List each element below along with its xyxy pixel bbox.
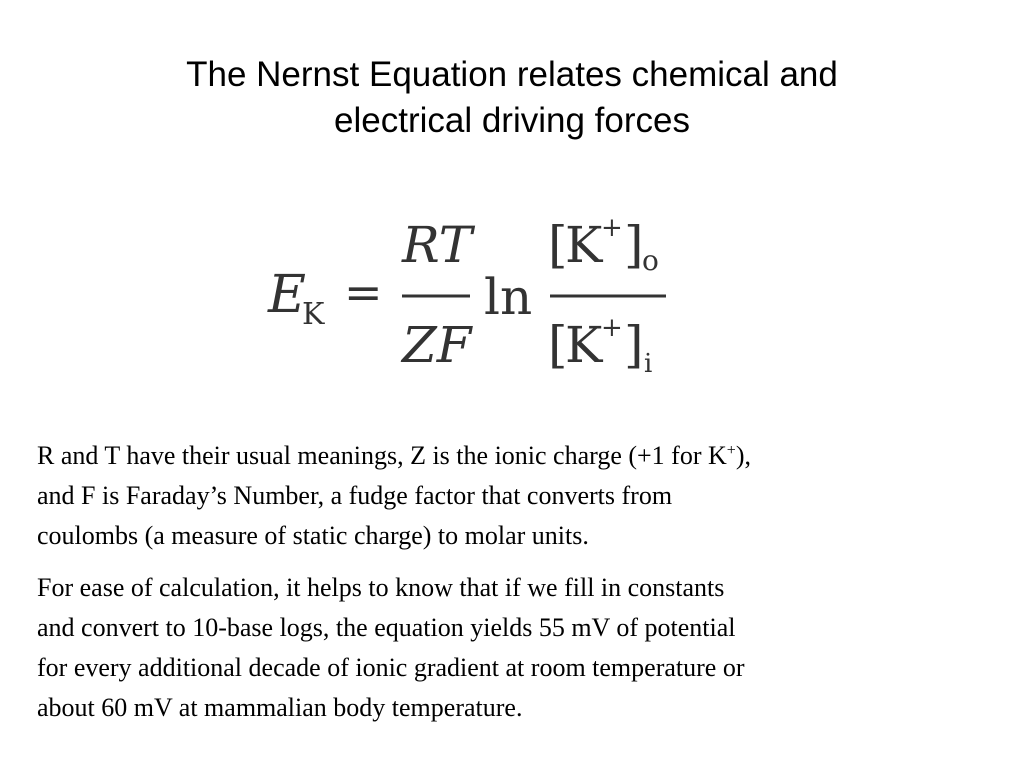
paragraph-1-line-3: coulombs (a measure of static charge) to molar units. — [37, 521, 589, 550]
denominator-subscript: i — [644, 349, 653, 379]
paragraph-1-line-2: and F is Faraday’s Number, a fudge factor that converts from — [37, 481, 673, 510]
paragraph-2-line-1: For ease of calculation, it helps to know that if we fill in constants — [37, 573, 725, 602]
paragraph-2-line-2: and convert to 10-base logs, the equation yields 55 mV of potential — [37, 613, 736, 642]
numerator-subscript: o — [642, 244, 659, 277]
denominator-bracket-open: [ — [548, 316, 568, 374]
paragraph-2-line-4: about 60 mV at mammalian body temperature. — [37, 693, 523, 722]
numerator-ion: K — [565, 216, 603, 274]
potassium-charge-superscript: + — [726, 442, 736, 459]
denominator-charge: + — [601, 313, 623, 343]
nernst-equation-svg — [262, 200, 682, 385]
title-line-2: electrical driving forces — [334, 101, 690, 140]
equation-lhs-symbol: E — [268, 265, 306, 325]
equation-denominator: ZF — [402, 316, 472, 374]
paragraph-1-line-1-end: ), — [735, 441, 751, 470]
denominator-bracket-close: ] — [624, 316, 644, 374]
numerator-charge: + — [601, 213, 623, 243]
numerator-bracket-open: [ — [548, 216, 568, 274]
paragraph-1-line-1: R and T have their usual meanings, Z is the ionic charge (+1 for K — [37, 441, 727, 470]
paragraph-2 — [37, 568, 987, 728]
equation-numerator: RT — [402, 216, 473, 274]
body-text — [37, 436, 987, 740]
equation-lhs-subscript: K — [302, 297, 325, 332]
numerator-bracket-close: ] — [624, 216, 644, 274]
title-line-1: The Nernst Equation relates chemical and — [186, 55, 838, 94]
nernst-equation — [262, 200, 682, 385]
paragraph-1 — [37, 436, 987, 556]
equation-log: ln — [484, 268, 533, 326]
equation-equals-sign: = — [344, 265, 383, 319]
denominator-ion: K — [565, 316, 603, 374]
paragraph-2-line-3: for every additional decade of ionic gradient at room temperature or — [37, 653, 745, 682]
slide-title — [60, 52, 964, 144]
